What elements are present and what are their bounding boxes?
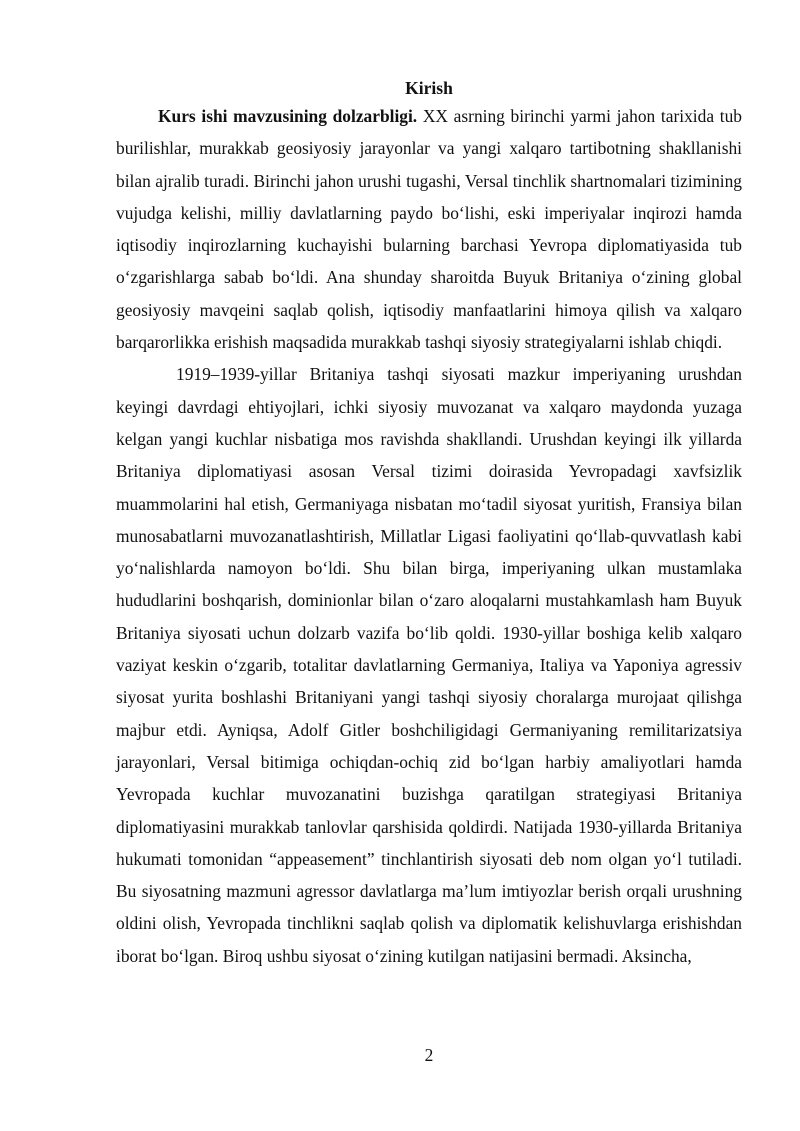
paragraph-relevance: [116, 100, 742, 358]
paragraph-lead: Kurs ishi mavzusining dolzarbligi.: [158, 106, 418, 126]
body-text: [116, 100, 742, 972]
section-heading: Kirish: [405, 78, 453, 98]
paragraph-text: XX asrning birinchi yarmi jahon tarixida tub burilishlar, murakkab geosiyosiy jarayonlar va yangi xalqaro tartibotning shakllanishi bilan ajralib turadi. Birinchi jahon urushi tugashi, Versal tinchlik shartnomalari tizimining vujudga kelishi, milliy davlatlarning paydo bo‘lishi, eski imperiyalar inqirozi hamda iqtisodiy inqirozlarning kuchayishi bularning barchasi Yevropa diplomatiyasida tub o‘zgarishlarga sabab bo‘ldi. Ana shunday sharoitda Buyuk Britaniya o‘zining global geosiyosiy mavqeini saqlab qolish, iqtisodiy manfaatlarini himoya qilish va xalqaro barqarorlikka erishish maqsadida murakkab tashqi siyosiy strategiyalarni ishlab chiqdi.: [116, 106, 742, 353]
page-number: 2: [424, 1045, 434, 1065]
paragraph-foreign-policy: 1919–1939-yillar Britaniya tashqi siyosati mazkur imperiyaning urushdan keyingi davrdagi ehtiyojlari, ichki siyosiy muvozanat va xalqaro maydonda yuzaga kelgan yangi kuchlar nisbatiga mos ravishda shakllandi. Urushdan keyingi ilk yillarda Britaniya diplomatiyasi asosan Versal tizimi doirasida Yevropadagi xavfsizlik muammolarini hal etish, Germaniyaga nisbatan mo‘tadil siyosat yuritish, Fransiya bilan munosabatlarni muvozanatlashtirish, Millatlar Ligasi faoliyatini qo‘llab-quvvatlash kabi yo‘nalishlarda namoyon bo‘ldi. Shu bilan birga, imperiyaning ulkan mustamlaka hududlarini boshqarish, dominionlar bilan o‘zaro aloqalarni mustahkamlash ham Buyuk Britaniya siyosati uchun dolzarb vazifa bo‘lib qoldi. 1930-yillar boshiga kelib xalqaro vaziyat keskin o‘zgarib, totalitar davlatlarning Germaniya, Italiya va Yaponiya agressiv siyosat yurita boshlashi Britaniyani yangi tashqi siyosiy choralarga murojaat qilishga majbur etdi. Ayniqsa, Adolf Gitler boshchiligidagi Germaniyaning remilitarizatsiya jarayonlari, Versal bitimiga ochiqdan-ochiq zid bo‘lgan harbiy amaliyotlari hamda Yevropada kuchlar muvozanatini buzishga qaratilgan strategiyasi Britaniya diplomatiyasini murakkab tanlovlar qarshisida qoldirdi. Natijada 1930-yillarda Britaniya hukumati tomonidan “appeasement” tinchlantirish siyosati deb nom olgan yo‘l tutiladi. Bu siyosatning mazmuni agressor davlatlarga ma’lum imtiyozlar berish orqali urushning oldini olish, Yevropada tinchlikni saqlab qolish va diplomatik kelishuvlarga erishishdan iborat bo‘lgan. Biroq ushbu siyosat o‘zining kutilgan natijasini bermadi. Aksincha,: [116, 364, 742, 966]
